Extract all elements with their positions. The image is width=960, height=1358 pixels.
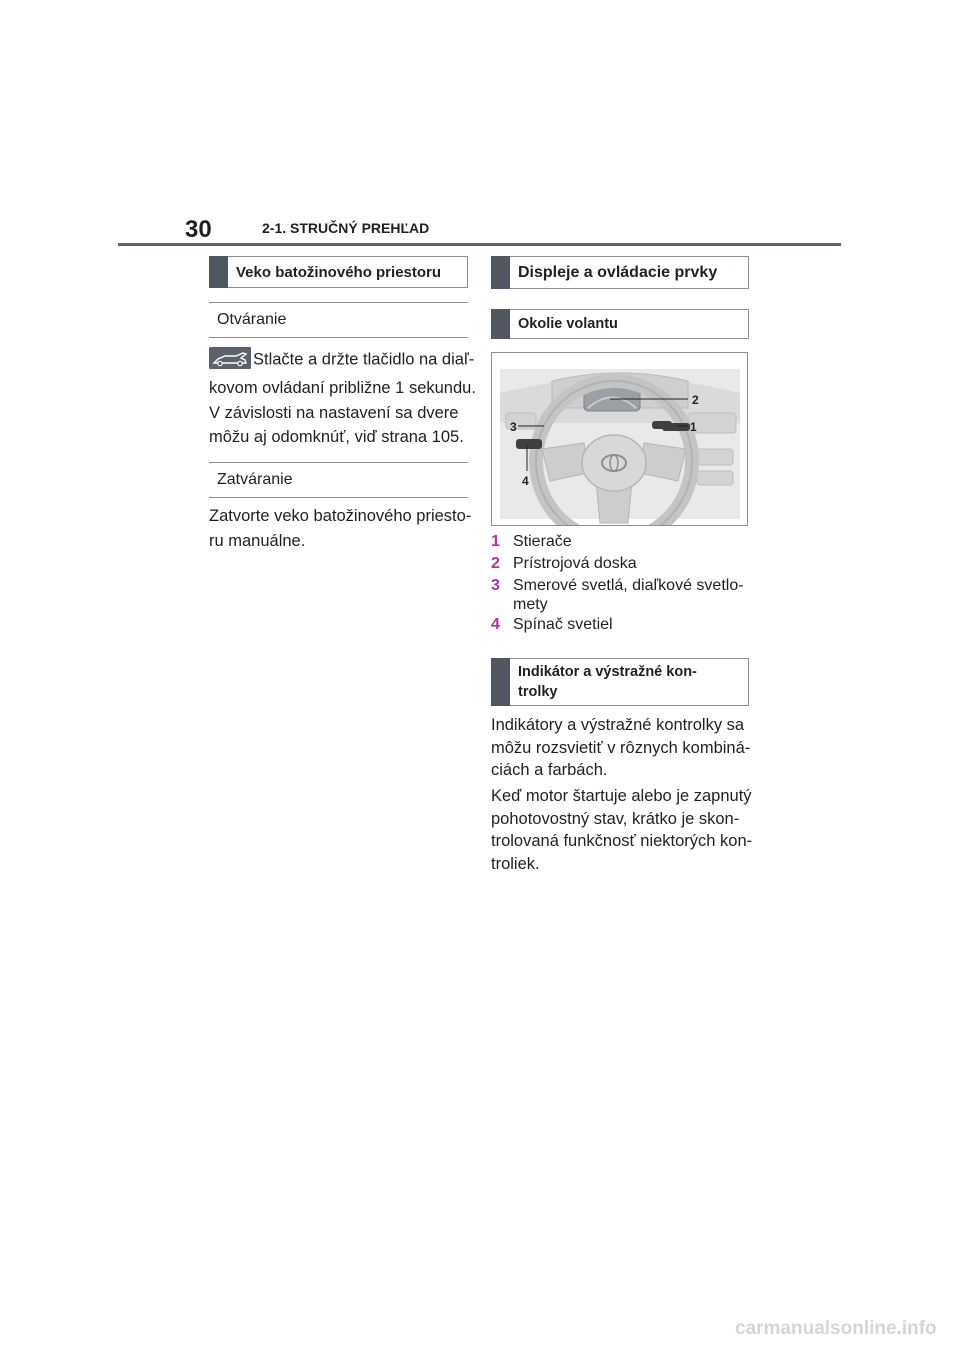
subheading-text: Okolie volantu (518, 316, 618, 332)
watermark-text: carmanualsonline.info (735, 1318, 937, 1339)
opening-line-1: Stlačte a držte tlačidlo na diaľ- (253, 350, 475, 369)
opening-line-3: V závislosti na nastavení sa dvere (209, 403, 459, 422)
indicators-line: troliek. (491, 854, 540, 873)
subheading-text: Otváranie (217, 311, 287, 328)
list-number: 2 (491, 555, 500, 572)
list-item (491, 615, 753, 634)
opening-line-2: kovom ovládaní približne 1 sekundu. (209, 379, 476, 397)
subheading-indicators (491, 658, 749, 706)
subheading-line-2: trolky (518, 684, 558, 700)
trunk-open-icon (209, 347, 251, 369)
opening-line-4: môžu aj odomknúť, viď strana 105. (209, 428, 464, 446)
list-item (491, 532, 753, 551)
chapter-title: 2-1. STRUČNÝ PREHĽAD (262, 220, 430, 236)
indicators-line: pohotovostný stav, krátko je skon- (491, 809, 740, 828)
section-heading-trunk (209, 256, 468, 288)
list-label: Prístrojová doska (513, 555, 637, 572)
indicators-line: ciách a farbách. (491, 761, 608, 779)
list-item (491, 554, 753, 573)
opening-paragraph (209, 349, 479, 449)
subheading-closing (209, 462, 468, 498)
section-heading-text: Displeje a ovládacie prvky (518, 263, 718, 281)
indicators-line: Indikátory a výstražné kontrolky sa (491, 716, 745, 734)
indicators-line: môžu rozsvietiť v rôznych kombiná- (491, 738, 751, 757)
list-number: 1 (491, 533, 500, 550)
subheading-line-1: Indikátor a výstražné kon- (518, 664, 697, 680)
closing-line-2: ru manuálne. (209, 531, 306, 550)
list-label: Spínač svetiel (513, 616, 613, 633)
subheading-opening (209, 302, 468, 338)
heading-bar (491, 309, 510, 339)
indicators-paragraph-2 (491, 786, 761, 875)
list-label: Stierače (513, 533, 572, 550)
indicators-line: Keď motor štartuje alebo je zapnutý (491, 787, 752, 805)
callout-1: 1 (690, 420, 697, 434)
subheading-text: Zatváranie (217, 471, 293, 488)
callout-3: 3 (510, 420, 517, 434)
heading-bar (491, 256, 510, 289)
callout-4: 4 (522, 474, 529, 488)
closing-paragraph (209, 506, 479, 552)
section-heading-text: Veko batožinového priestoru (236, 263, 442, 281)
list-item (491, 576, 745, 614)
callout-2: 2 (692, 393, 699, 407)
section-heading-displays (491, 256, 749, 289)
indicators-paragraph-1 (491, 715, 761, 782)
closing-line-1: Zatvorte veko batožinového priesto- (209, 507, 472, 525)
steering-wheel-illustration (491, 352, 748, 526)
header-divider (118, 243, 841, 246)
heading-bar (209, 256, 228, 288)
page-number: 30 (185, 216, 212, 243)
list-number: 3 (491, 577, 500, 594)
list-number: 4 (491, 616, 500, 633)
heading-bar (491, 658, 510, 706)
indicators-line: trolovaná funkčnosť niektorých kon- (491, 832, 753, 850)
list-label: Smerové svetlá, diaľkové svetlo-mety (513, 577, 744, 613)
subheading-steering (491, 309, 749, 339)
